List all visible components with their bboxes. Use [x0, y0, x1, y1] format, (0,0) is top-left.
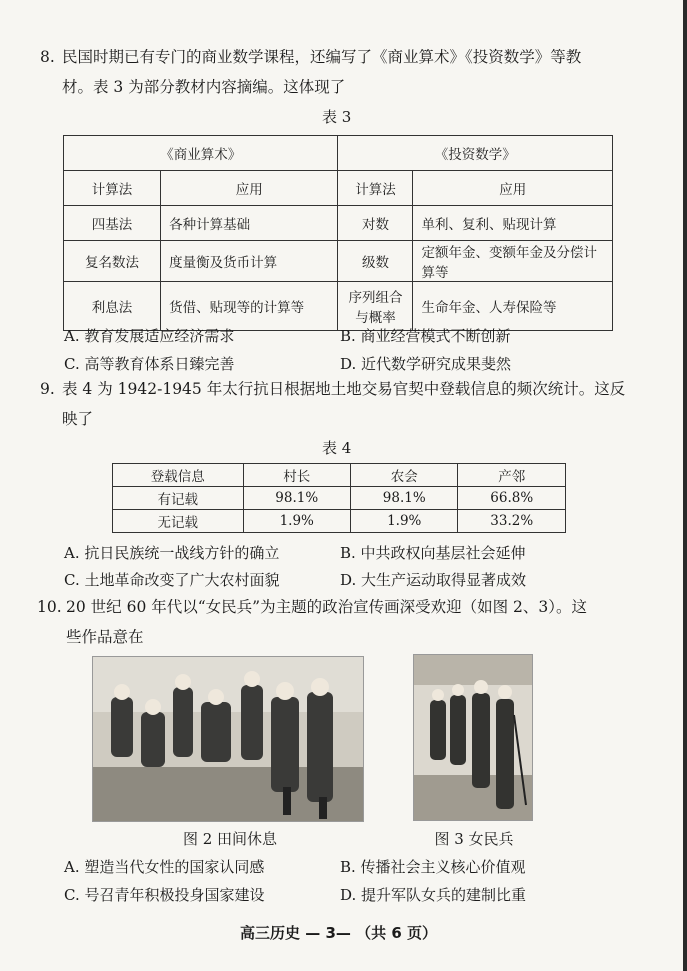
table-cell: 1.9%: [243, 510, 350, 533]
table-title: 表 3: [322, 108, 352, 126]
question-8: [40, 42, 640, 102]
figure-2-image: [92, 656, 364, 822]
option-a: A. 塑造当代女性的国家认同感: [64, 858, 265, 876]
table-4: [112, 463, 566, 533]
table-row: [113, 487, 566, 510]
question-9: [40, 374, 640, 434]
question-stem-line2: 些作品意在: [66, 628, 144, 646]
question-stem-line2: 映了: [62, 410, 94, 428]
table-cell: 98.1%: [350, 487, 457, 510]
scan-edge: [683, 0, 687, 971]
column-header: 计算法: [338, 171, 413, 206]
book-title: 《投资数学》: [338, 136, 613, 171]
option-d: D. 大生产运动取得显著成效: [340, 571, 527, 589]
table-cell: 单利、复利、贴现计算: [413, 206, 613, 241]
table-3: [63, 135, 613, 331]
option-b: B. 传播社会主义核心价值观: [340, 858, 526, 876]
table-cell: 序列组合与概率: [338, 282, 413, 331]
table-cell: 33.2%: [458, 510, 566, 533]
table-cell: 度量衡及货币计算: [161, 241, 338, 282]
table-cell: 对数: [338, 206, 413, 241]
option-a: A. 抗日民族统一战线方针的确立: [64, 544, 280, 562]
table-cell: 级数: [338, 241, 413, 282]
option-c: C. 号召青年积极投身国家建设: [64, 886, 265, 904]
table-cell: 无记载: [113, 510, 244, 533]
option-b: B. 中共政权向基层社会延伸: [340, 544, 526, 562]
book-title: 《商业算术》: [64, 136, 338, 171]
table-cell: 定额年金、变额年金及分偿计算等: [413, 241, 613, 282]
table-cell: 66.8%: [458, 487, 566, 510]
question-stem-line1: 20 世纪 60 年代以“女民兵”为主题的政治宣传画深受欢迎（如图 2、3）。这: [66, 598, 587, 616]
option-c: C. 高等教育体系日臻完善: [64, 355, 235, 373]
figure-2-caption: 图 2 田间休息: [182, 830, 278, 848]
option-b: B. 商业经营模式不断创新: [340, 327, 511, 345]
column-header: 应用: [161, 171, 338, 206]
table-row: [64, 282, 613, 331]
table-row: [113, 510, 566, 533]
option-a: A. 教育发展适应经济需求: [64, 327, 235, 345]
column-header: 农会: [350, 464, 457, 487]
column-header: 登载信息: [113, 464, 244, 487]
table-cell: 货借、贴现等的计算等: [161, 282, 338, 331]
table-cell: 复名数法: [64, 241, 161, 282]
table-cell: 生命年金、人寿保险等: [413, 282, 613, 331]
question-number: 9.: [40, 380, 55, 398]
column-header: 产邻: [458, 464, 566, 487]
option-d: D. 提升军队女兵的建制比重: [340, 886, 527, 904]
question-number: 8.: [40, 48, 55, 66]
table-cell: 98.1%: [243, 487, 350, 510]
option-c: C. 土地革命改变了广大农村面貌: [64, 571, 280, 589]
option-d: D. 近代数学研究成果斐然: [340, 355, 512, 373]
poster-illustration: [414, 655, 532, 820]
column-header: 计算法: [64, 171, 161, 206]
question-10: [37, 592, 650, 652]
table-cell: 四基法: [64, 206, 161, 241]
table-cell: 利息法: [64, 282, 161, 331]
poster-illustration: [93, 657, 363, 821]
table-row: [64, 206, 613, 241]
figure-3-caption: 图 3 女民兵: [434, 830, 514, 848]
question-stem-line1: 表 4 为 1942-1945 年太行抗日根据地土地交易官契中登载信息的频次统计。这反: [62, 380, 626, 398]
column-header: 村长: [243, 464, 350, 487]
question-number: 10.: [37, 598, 62, 616]
question-stem-line1: 民国时期已有专门的商业数学课程，还编写了《商业算术》《投资数学》等教: [62, 48, 582, 66]
column-header: 应用: [413, 171, 613, 206]
table-cell: 各种计算基础: [161, 206, 338, 241]
figure-3-image: [413, 654, 533, 821]
question-stem-line2: 材。表 3 为部分教材内容摘编。这体现了: [62, 78, 346, 96]
table-cell: 1.9%: [350, 510, 457, 533]
page-footer: 高三历史 — 3— （共 6 页）: [240, 924, 437, 942]
table-cell: 有记载: [113, 487, 244, 510]
table-title: 表 4: [322, 439, 352, 457]
table-row: [64, 241, 613, 282]
